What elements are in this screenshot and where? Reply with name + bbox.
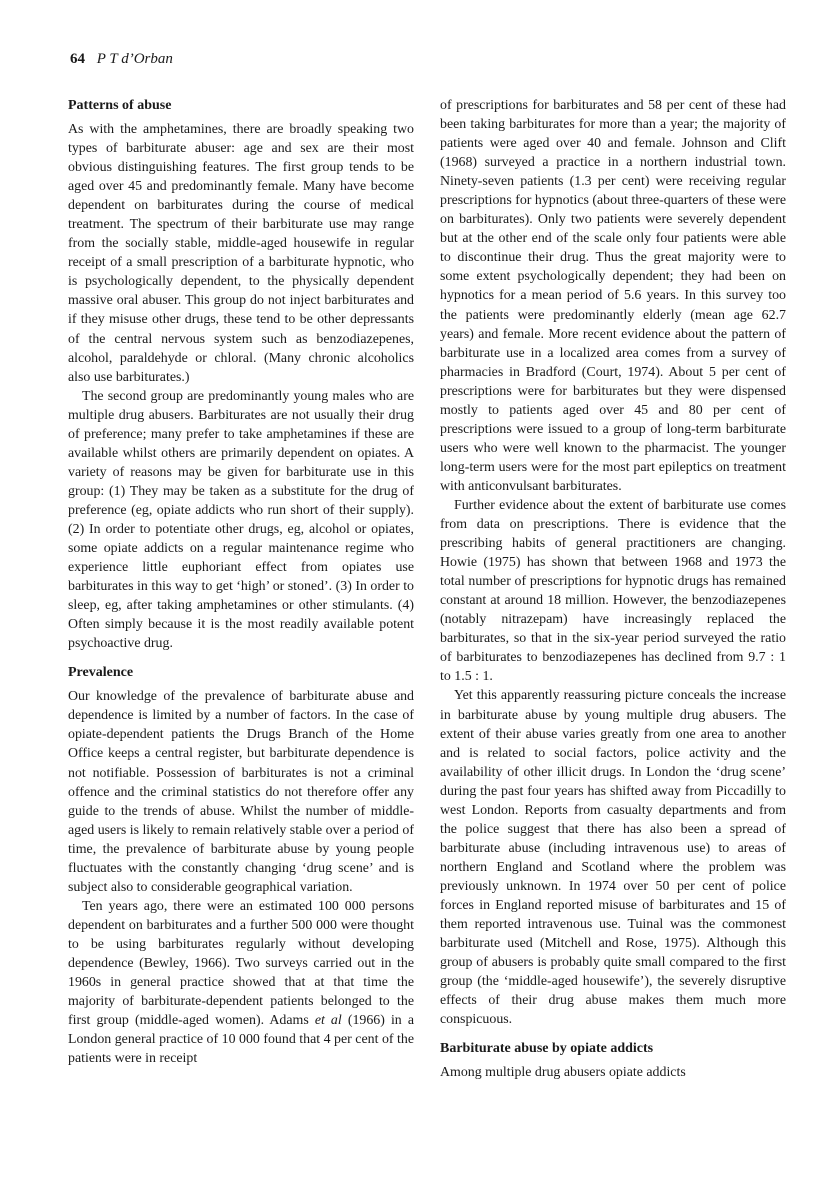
author-name: P T d’Orban	[96, 51, 173, 67]
section-heading-patterns-of-abuse: Patterns of abuse	[68, 98, 172, 113]
paragraph: Further evidence about the extent of barbiturate use comes from data on prescriptions. There is evidence that the prescribing habits of general practitioners are changing. Howie (1975) has shown that between 1968 and 1973 the total number of prescriptions for hypnotic drugs has remained constant at around 18 million. However, the benzodiazepenes (notably nitrazepam) have increasingly replaced the barbiturates, so that in the six-year period surveyed the ratio of barbiturates to benzodiazepenes has declined from 9.7 : 1 to 1.5 : 1.	[440, 497, 786, 685]
section-heading-prevalence: Prevalence	[68, 665, 134, 681]
paragraph	[68, 897, 414, 1068]
citation-et-al: et al	[314, 1013, 342, 1029]
running-head	[70, 50, 173, 68]
paragraph: As with the amphetamines, there are broadly speaking two types of barbiturate abuser: age and sex are their most obvious distinguishing features. The first group tends to be aged over 45 and predominantly female. Many have become dependent on barbiturates during the course of medical treatment. The spectrum of their barbiturate use may range from the socially stable, middle-aged housewife in regular receipt of a small prescription of a barbiturate hypnotic, who is psychologically dependent, to the physically dependent massive oral abuser. This group do not inject barbiturates and if they misuse other drugs, these tend to be other depressants of the central nervous system such as benzodiazepenes, alcohol, paraldehyde or chloral. (Many chronic alcoholics also use barbiturates.)	[68, 122, 414, 385]
page-number: 64	[70, 51, 85, 67]
section-heading-barbiturate-abuse-by-opiate-addicts: Barbiturate abuse by opiate addicts	[440, 1041, 654, 1057]
paragraph: The second group are predominantly young males who are multiple drug abusers. Barbiturates are not usually their drug of preference; many prefer to take amphetamines if these are available whilst others are primarily dependent on opiates. A variety of reasons may be given for barbiturate use in this group: (1) They may be taken as a substitute for the drug of preference (eg, opiate addicts who run short of their supply). (2) In order to potentiate other drugs, eg, alcohol or opiates, some opiate addicts on a regular maintenance regime who experience little euphoriant effect from opiates use barbiturates in this way to get ‘high’ or stoned’. (3) In order to sleep, eg, after taking amphetamines or other stimulants. (4) Often simply because it is the most readily available potent psychoactive drug.	[68, 388, 414, 652]
paragraph-continued: of prescriptions for barbiturates and 58 per cent of these had been taking barbiturates for more than a year; the majority of patients were aged over 40 and female. Johnson and Clift (1968) surveyed a practice in a northern industrial town. Ninety-seven patients (1.3 per cent) were receiving regular prescriptions for hypnotics (about three-quarters of these were on barbiturates). Only two patients were severely dependent but at the other end of the scale only four patients were able to discontinue their drug. Thus the great majority were to some extent psychologically dependent; they had been on hypnotics for a mean period of 5.6 years. In this survey too the patients were predominantly elderly (mean age 62.7 years) and female. More recent evidence about the pattern of barbiturate use in a localized area comes from a survey of pharmacies in Bradford (Court, 1974). About 5 per cent of prescriptions were for barbiturates but they were dispensed mostly to patients aged over 45 and 80 per cent of prescriptions were issued to a group of long-term barbiturate users who were well known to the pharmacist. The younger long-term users were for the most part epileptics on treatment with anticonvulsant barbiturates.	[440, 98, 786, 494]
paragraph: Yet this apparently reassuring picture conceals the increase in barbiturate abuse by young multiple drug abusers. The extent of their abuse varies greatly from one area to another and is related to social factors, police activity and the availability of other illicit drugs. In London the ‘drug scene’ during the past four years has shifted away from Piccadilly to west London. Reports from casualty departments and from the police suggest that there has also been a spread of barbiturate abuse (including intravenous use) to areas of northern England and Scotland where the problem was previously unknown. In 1974 over 50 per cent of police forces in England reported misuse of barbiturates and 15 of them reported intravenous use. Tuinal was the commonest barbiturate used (Mitchell and Rose, 1975). Although this group of abusers is probably quite small compared to the first group (the ‘middle-aged housewife’), the severely disruptive effects of their drug abuse makes them much more conspicuous.	[440, 688, 786, 1028]
paragraph-text: Ten years ago, there were an estimated 100 000 persons dependent on barbiturates and a further 500 000 were thought to be using barbiturates regularly without developing dependence (Bewley, 1966). Two surveys carried out in the 1960s in general practice showed that at that time the majority of barbiturate-dependent patients belonged to the first group (middle-aged women). Adams	[68, 898, 414, 1029]
right-column	[440, 96, 786, 1082]
paragraph: Among multiple drug abusers opiate addicts	[440, 1065, 686, 1081]
paragraph-text: (1966) in a London general practice of 10 000 found that 4 per cent of the patients were in receipt	[68, 1013, 414, 1067]
left-column	[68, 96, 414, 1068]
paragraph: Our knowledge of the prevalence of barbiturate abuse and dependence is limited by a number of factors. In the case of opiate-dependent patients the Drugs Branch of the Home Office keeps a central register, but barbiturate dependence is not notifiable. Possession of barbiturates is not a criminal offence and the criminal statistics do not therefore offer any guide to the trends of abuse. Whilst the number of middle-aged users is likely to remain relatively stable over a period of time, the prevalence of barbiturate abuse by young people fluctuates with the constantly changing ‘drug scene’ and is subject also to considerable geographical variation.	[68, 689, 414, 895]
